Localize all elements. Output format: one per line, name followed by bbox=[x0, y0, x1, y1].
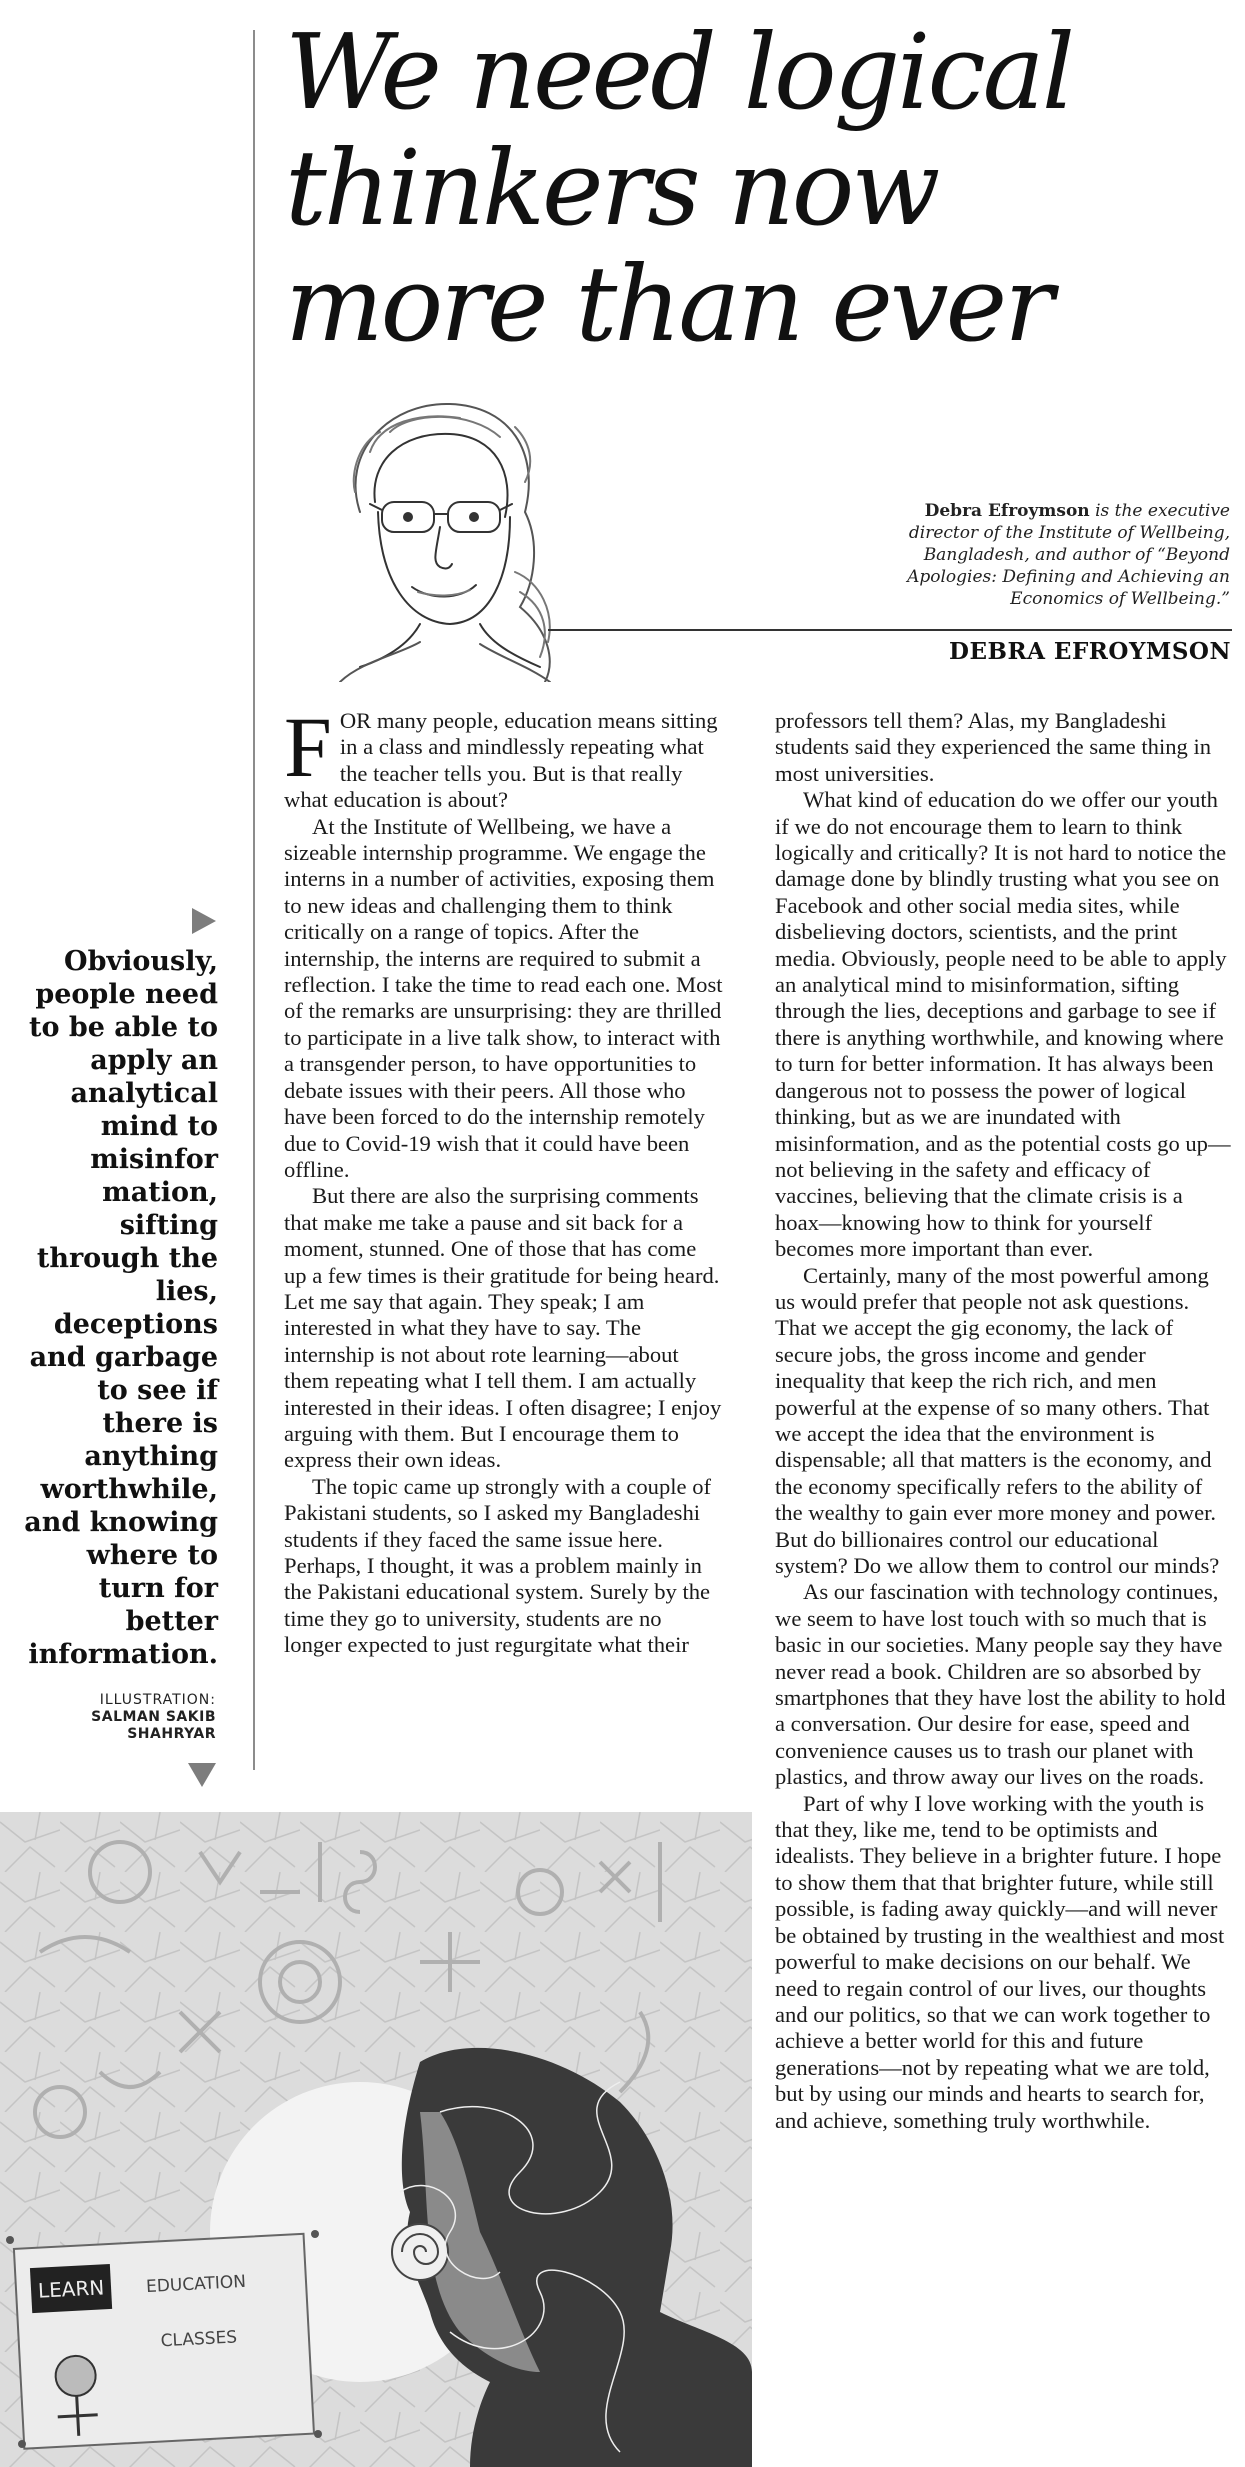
triangle-right-icon bbox=[192, 908, 216, 934]
drop-cap: F bbox=[284, 699, 332, 795]
svg-text:CLASSES: CLASSES bbox=[160, 2327, 238, 2352]
credit-name: SALMAN SAKIB SHAHRYAR bbox=[91, 1709, 216, 1742]
svg-text:EDUCATION: EDUCATION bbox=[145, 2271, 247, 2298]
paragraph: What kind of education do we offer our youth if we do not encourage them to learn to think logically and critically? It is not hard to notice the damage done by blindly trusting what you see on Facebook and other social media sites, while disbelieving doctors, scientists, and the print media. Obviously, people need to be able to apply an analytical mind to misinformation, sifting through the lies, deceptions and garbage to see if there is anything worthwhile, and knowing where to turn for better information. It has always been dangerous not to possess the power of logical thinking, but as we are inundated with misinformation, and as the potential costs go up—not believing in the safety and efficacy of vaccines, believing that the climate crisis is a hoax—knowing how to think for yourself becomes more important than ever. bbox=[775, 787, 1231, 1262]
svg-text:LEARN: LEARN bbox=[37, 2275, 105, 2303]
author-portrait bbox=[300, 392, 580, 682]
paragraph: professors tell them? Alas, my Bangladeshi students said they experienced the same thing in most universities. bbox=[775, 708, 1212, 786]
paragraph: The topic came up strongly with a couple of Pakistani students, so I asked my Bangladeshi students if they faced the same issue here. Perhaps, I thought, it was a problem mainly in the Pakistani educational system. Surely by the time they go to university, students are no longer expected to just regurgitate what their bbox=[284, 1473, 712, 1658]
article-column-2 bbox=[775, 708, 1231, 2134]
triangle-down-icon bbox=[188, 1763, 216, 1787]
bio-text: is the executive director of the Institute of Wellbeing, Bangladesh, and author of “Beyond Apologies: Defining and Achieving an Economics of Wellbeing.” bbox=[907, 501, 1230, 609]
paragraph: But there are also the surprising comments that make me take a pause and sit back for a moment, stunned. One of those that has come up a few times is their gratitude for being heard. Let me say that again. They speak; I am interested in what they have to say. The internship is not about rote learning—about them repeating what I tell them. I am actually interested in their ideas. I often disagree; I enjoy arguing with them. But I encourage them to express their own ideas. bbox=[284, 1183, 722, 1473]
paragraph: Part of why I love working with the youth is that they, like me, tend to be optimists and idealists. They believe in a brighter future. I hope to show them that that brighter future, while still possible, is fading away quickly—and will never be obtained by trusting in the wealthiest and most powerful to make decisions on our behalf. We need to regain control of our lives, our thoughts and our politics, so that we can work together to achieve a better world for this and future generations—not by repeating what we are told, but by using our minds and hearts to search for, and achieve, something truly worthwhile. bbox=[775, 1790, 1225, 2133]
chalkboard-card bbox=[14, 2234, 314, 2449]
paragraph: At the Institute of Wellbeing, we have a sizeable internship programme. We engage the interns in a number of activities, exposing them to new ideas and challenging them to think critically on a range of topics. After the internship, the interns are required to submit a reflection. I take the time to read each one. Most of the remarks are unsurprising: they are thrilled to participate in a live talk show, to interact with a transgender person, to have opportunities to debate issues with their peers. All those who have been forced to do the internship remotely due to Covid-19 wish that it could have been offline. bbox=[284, 813, 723, 1182]
headline: We need logical thinkers now more than ever bbox=[285, 11, 1072, 365]
illustration-credit bbox=[40, 1692, 216, 1743]
paragraph: As our fascination with technology continues, we seem to have lost touch with so much that is basic in our societies. Many people say they have never read a book. Children are so absorbed by smartphones that they have lost the ability to hold a conversation. Our desire for ease, speed and convenience causes us to trash our planet with plastics, and throw away our lives on the roads. bbox=[775, 1579, 1226, 1790]
credit-label: ILLUSTRATION: bbox=[99, 1692, 216, 1708]
paragraph: FOR many people, education means sitting in a class and mindlessly repeating what the teacher tells you. But is that really what education is about? bbox=[284, 699, 718, 813]
byline-rule bbox=[548, 629, 1232, 631]
education-illustration bbox=[0, 1812, 752, 2467]
article-column-1 bbox=[284, 699, 724, 1659]
pull-quote: Obviously, people need to be able to apply an analytical mind to misinfor mation, sifting through the lies, deceptions and garbage to see if there is anything worthwhile, and knowing where to turn for better information. bbox=[24, 946, 218, 1670]
paragraph: Certainly, many of the most powerful among us would prefer that people not ask questions. That we accept the gig economy, the lack of secure jobs, the gross income and gender inequality that keep the rich rich, and men powerful at the expense of so many others. That we accept the idea that the environment is dispensable; all that matters is the economy, and the economy specifically refers to the ability of the wealthy to gain ever more money and power. But do billionaires control our educational system? Do we allow them to control our minds? bbox=[775, 1262, 1220, 1578]
bio-author-name: Debra Efroymson bbox=[924, 501, 1090, 521]
vertical-divider bbox=[253, 30, 255, 1770]
byline: DEBRA EFROYMSON bbox=[949, 638, 1231, 665]
author-bio bbox=[860, 500, 1230, 610]
